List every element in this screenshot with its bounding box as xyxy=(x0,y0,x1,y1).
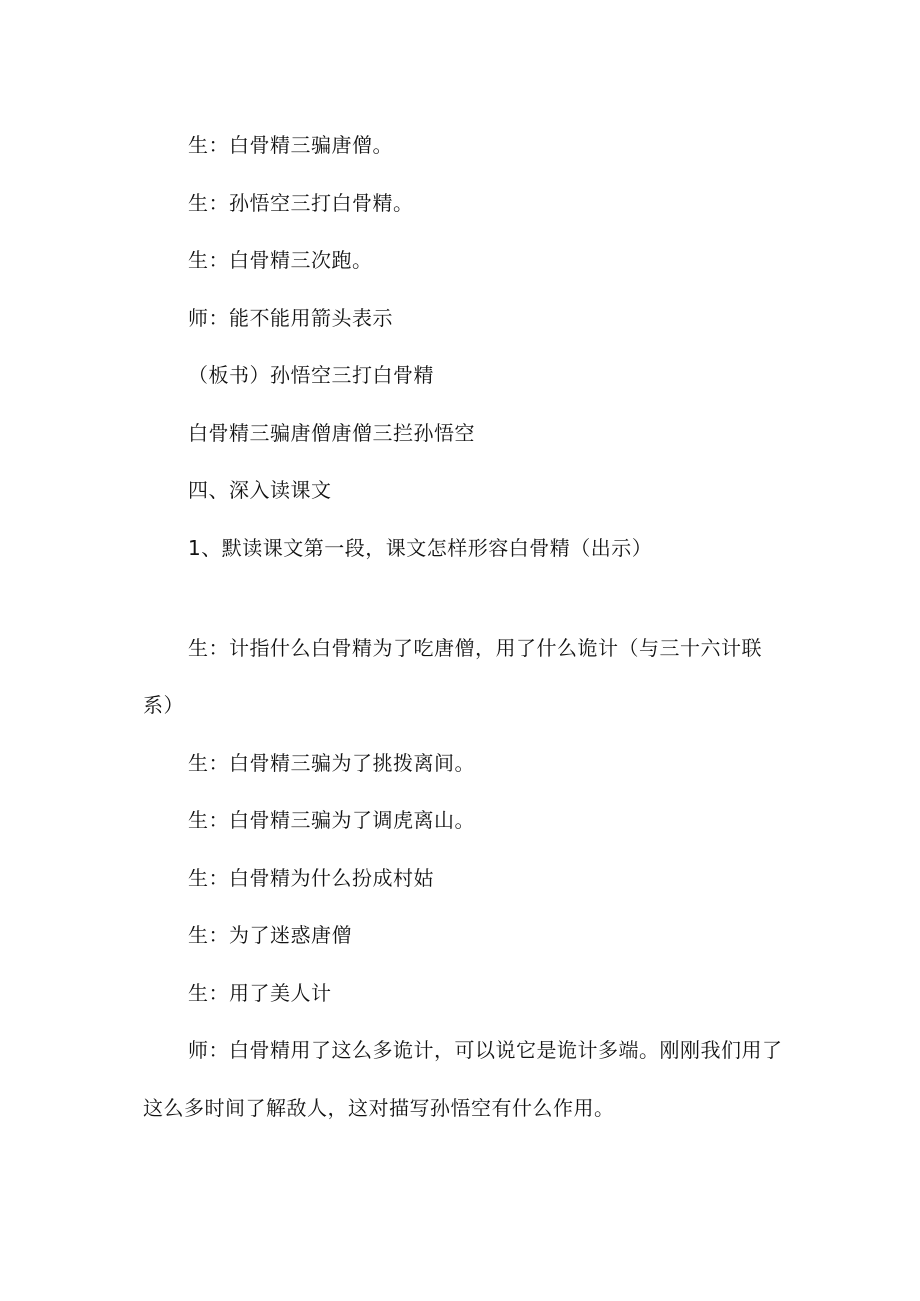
text-line: （板书）孙悟空三打白骨精 xyxy=(188,363,434,387)
text-line: 生：计指什么白骨精为了吃唐僧，用了什么诡计（与三十六计联 xyxy=(188,636,762,660)
section-heading: 四、深入读课文 xyxy=(188,478,332,502)
text-line: 生：白骨精三骗为了挑拨离间。 xyxy=(188,751,475,775)
text-line: 生：白骨精三骗唐僧。 xyxy=(188,133,393,157)
text-line: 生：白骨精三次跑。 xyxy=(188,248,373,272)
text-line: 师：白骨精用了这么多诡计，可以说它是诡计多端。刚刚我们用了 xyxy=(188,1038,783,1062)
text-line: 生：孙悟空三打白骨精。 xyxy=(188,191,414,215)
text-line: 师：能不能用箭头表示 xyxy=(188,306,393,330)
text-line: 1、默读课文第一段，课文怎样形容白骨精（出示） xyxy=(188,536,653,560)
text-line: 白骨精三骗唐僧唐僧三拦孙悟空 xyxy=(188,421,475,445)
text-line: 生：用了美人计 xyxy=(188,981,332,1005)
text-line: 生：白骨精三骗为了调虎离山。 xyxy=(188,808,475,832)
text-line: 系） xyxy=(143,693,184,717)
text-line: 生：为了迷惑唐僧 xyxy=(188,923,352,947)
text-line: 这么多时间了解敌人，这对描写孙悟空有什么作用。 xyxy=(143,1096,615,1120)
text-line: 生：白骨精为什么扮成村姑 xyxy=(188,866,434,890)
